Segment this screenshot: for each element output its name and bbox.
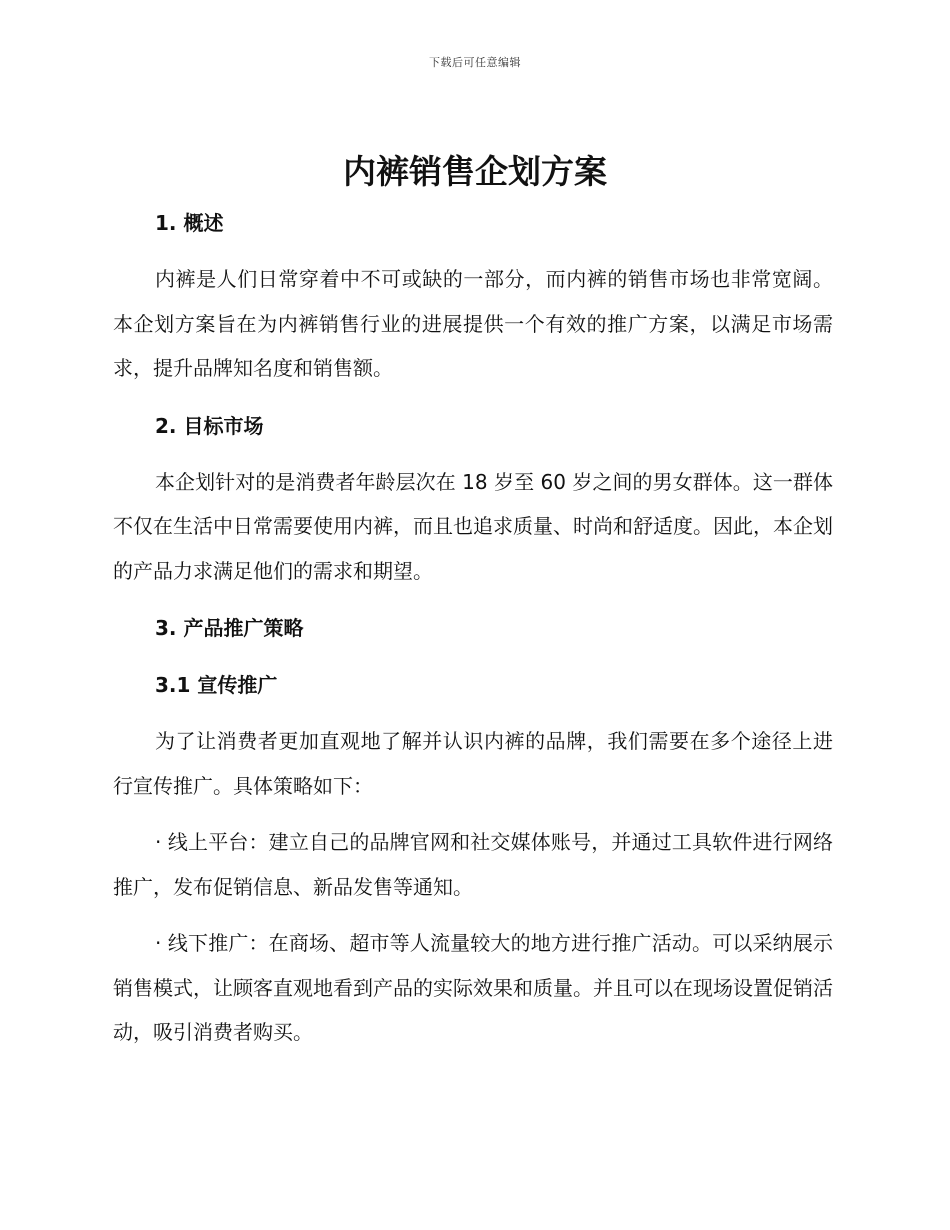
document-body bbox=[113, 200, 833, 1055]
section-heading-overview: 1. 概述 bbox=[155, 211, 224, 235]
paragraph-overview: 内裤是人们日常穿着中不可或缺的一部分，而内裤的销售市场也非常宽阔。本企划方案旨在为内裤销售行业的进展提供一个有效的推广方案，以满足市场需求，提升品牌知名度和销售额。 bbox=[113, 267, 833, 380]
section-heading-advertising: 3.1 宣传推广 bbox=[155, 673, 278, 697]
document-title: 内裤销售企划方案 bbox=[343, 152, 607, 191]
section-heading-promotion-strategy: 3. 产品推广策略 bbox=[155, 616, 304, 640]
bullet-offline-promotion: · 线下推广：在商场、超市等人流量较大的地方进行推广活动。可以采纳展示销售模式，让顾客直观地看到产品的实际效果和质量。并且可以在现场设置促销活动，吸引消费者购买。 bbox=[113, 931, 833, 1044]
paragraph-target-market: 本企划针对的是消费者年龄层次在 18 岁至 60 岁之间的男女群体。这一群体不仅在生活中日常需要使用内裤，而且也追求质量、时尚和舒适度。因此，本企划的产品力求满足他们的需求和期望。 bbox=[113, 469, 833, 583]
paragraph-advertising: 为了让消费者更加直观地了解并认识内裤的品牌，我们需要在多个途径上进行宣传推广。具体策略如下： bbox=[113, 729, 833, 798]
header-note: 下载后可任意编辑 bbox=[429, 56, 521, 69]
bullet-online-platform: · 线上平台：建立自己的品牌官网和社交媒体账号，并通过工具软件进行网络推广，发布促销信息、新品发售等通知。 bbox=[113, 830, 833, 899]
section-heading-target-market: 2. 目标市场 bbox=[155, 413, 264, 438]
